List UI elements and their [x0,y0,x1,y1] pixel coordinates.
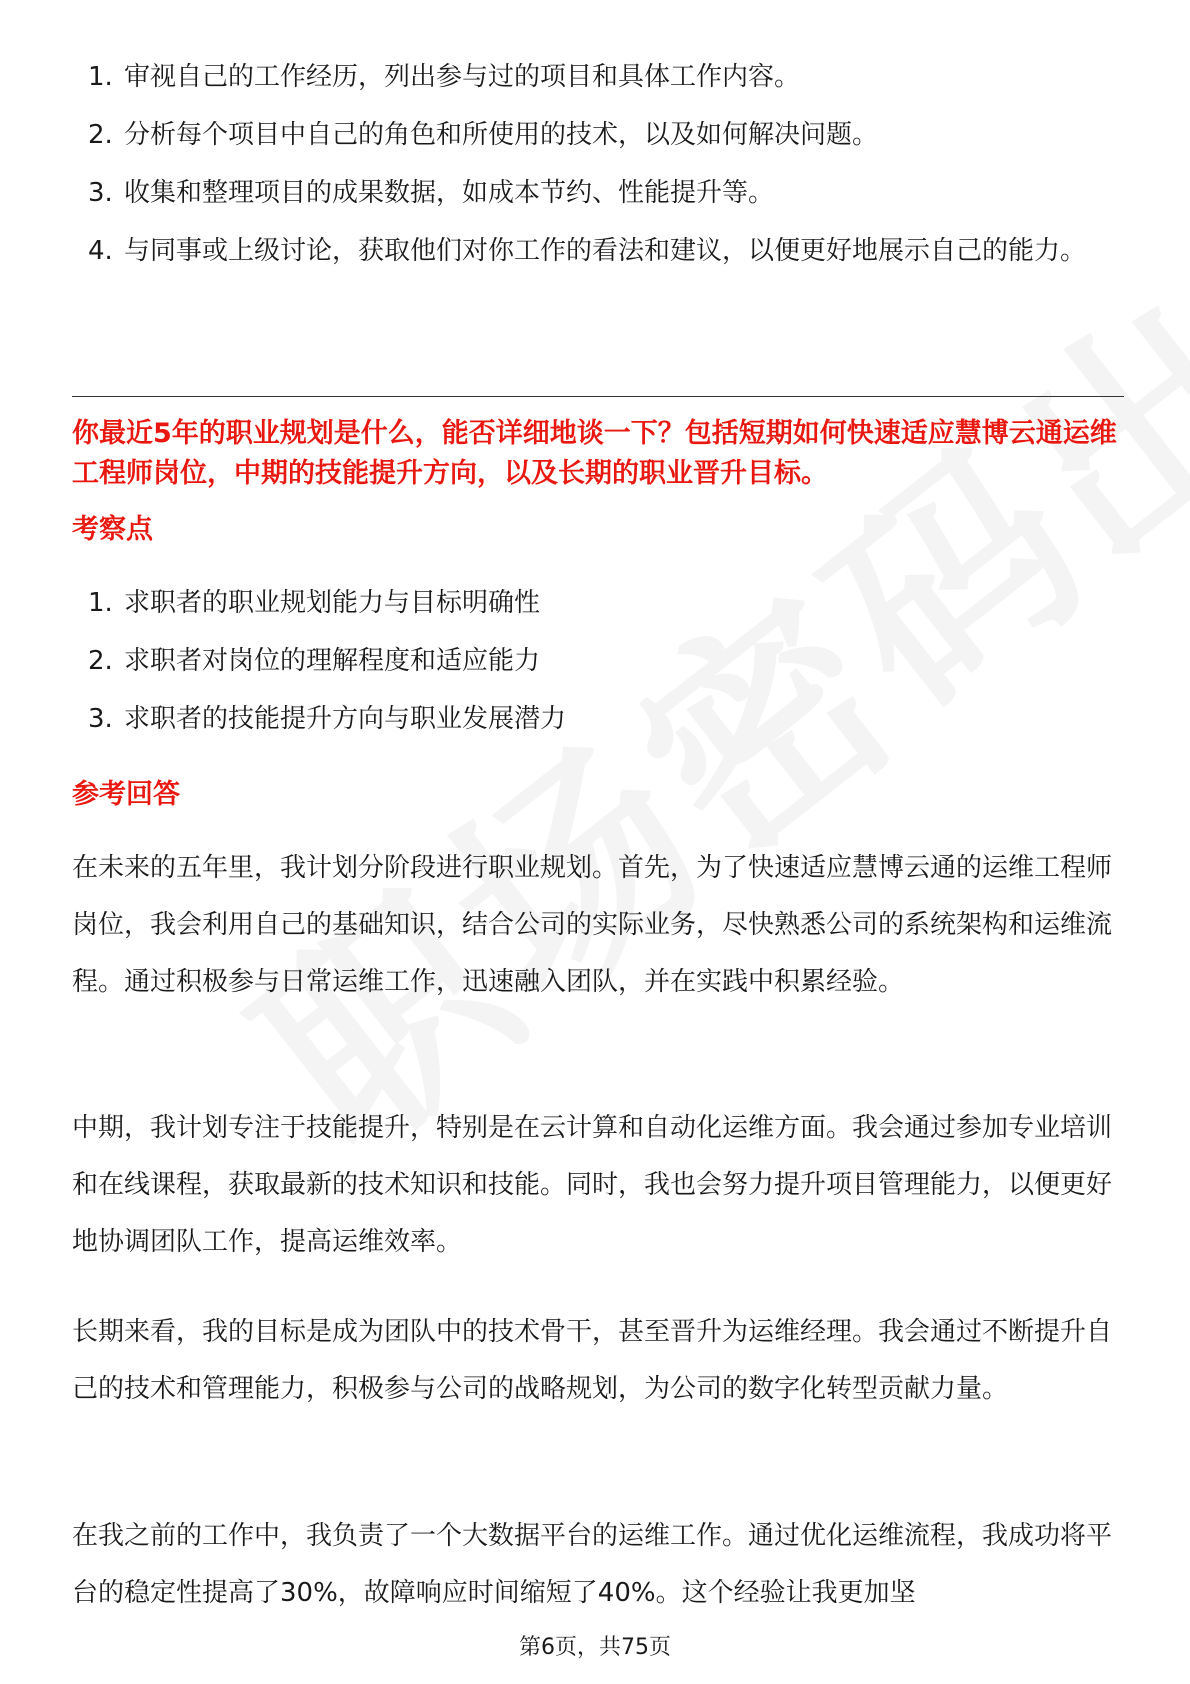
list-text: 求职者对岗位的理解程度和适应能力 [124,646,541,676]
focus-heading: 考察点 [72,514,153,545]
list-item [72,574,1122,632]
list-item [72,690,1122,748]
watermark [183,395,1077,1185]
list-number: 1. [88,62,113,92]
list-text: 审视自己的工作经历，列出参与过的项目和具体工作内容。 [124,62,801,92]
interview-question: 你最近5年的职业规划是什么，能否详细地谈一下？包括短期如何快速适应慧博云通运维工程师岗位，中期的技能提升方向，以及长期的职业晋升目标。 [72,418,1117,489]
list-text: 与同事或上级讨论，获取他们对你工作的看法和建议，以便更好地展示自己的能力。 [124,236,1087,266]
list-number: 2. [88,646,113,676]
list-item [72,222,1122,280]
list-number: 4. [88,236,113,266]
list-text: 收集和整理项目的成果数据，如成本节约、性能提升等。 [124,178,775,208]
list-text: 分析每个项目中自己的角色和所使用的技术，以及如何解决问题。 [124,120,879,150]
list-text: 求职者的技能提升方向与职业发展潜力 [124,704,567,734]
list-item [72,48,1122,106]
focus-list [72,574,1122,748]
answer-paragraph: 在我之前的工作中，我负责了一个大数据平台的运维工作。通过优化运维流程，我成功将平台的稳定性提高了30%，故障响应时间缩短了40%。这个经验让我更加坚 [72,1521,1113,1608]
answer-heading: 参考回答 [72,779,180,810]
list-number: 3. [88,178,113,208]
answer-paragraph: 中期，我计划专注于技能提升，特别是在云计算和自动化运维方面。我会通过参加专业培训和在线课程，获取最新的技术知识和技能。同时，我也会努力提升项目管理能力，以便更好地协调团队工作，提高运维效率。 [72,1113,1113,1257]
answer-paragraph: 在未来的五年里，我计划分阶段进行职业规划。首先，为了快速适应慧博云通的运维工程师岗位，我会利用自己的基础知识，结合公司的实际业务，尽快熟悉公司的系统架构和运维流程。通过积极参与日常运维工作，迅速融入团队，并在实践中积累经验。 [72,853,1113,997]
list-text: 求职者的职业规划能力与目标明确性 [124,588,541,618]
page-number-footer: 第6页，共75页 [519,1635,671,1660]
answer-paragraph: 长期来看，我的目标是成为团队中的技术骨干，甚至晋升为运维经理。我会通过不断提升自己的技术和管理能力，积极参与公司的战略规划，为公司的数字化转型贡献力量。 [72,1317,1113,1404]
list-item [72,164,1122,222]
list-number: 3. [88,704,113,734]
list-number: 2. [88,120,113,150]
list-number: 1. [88,588,113,618]
section-divider [72,396,1124,397]
top-numbered-list [72,48,1122,280]
list-item [72,106,1122,164]
list-item [72,632,1122,690]
